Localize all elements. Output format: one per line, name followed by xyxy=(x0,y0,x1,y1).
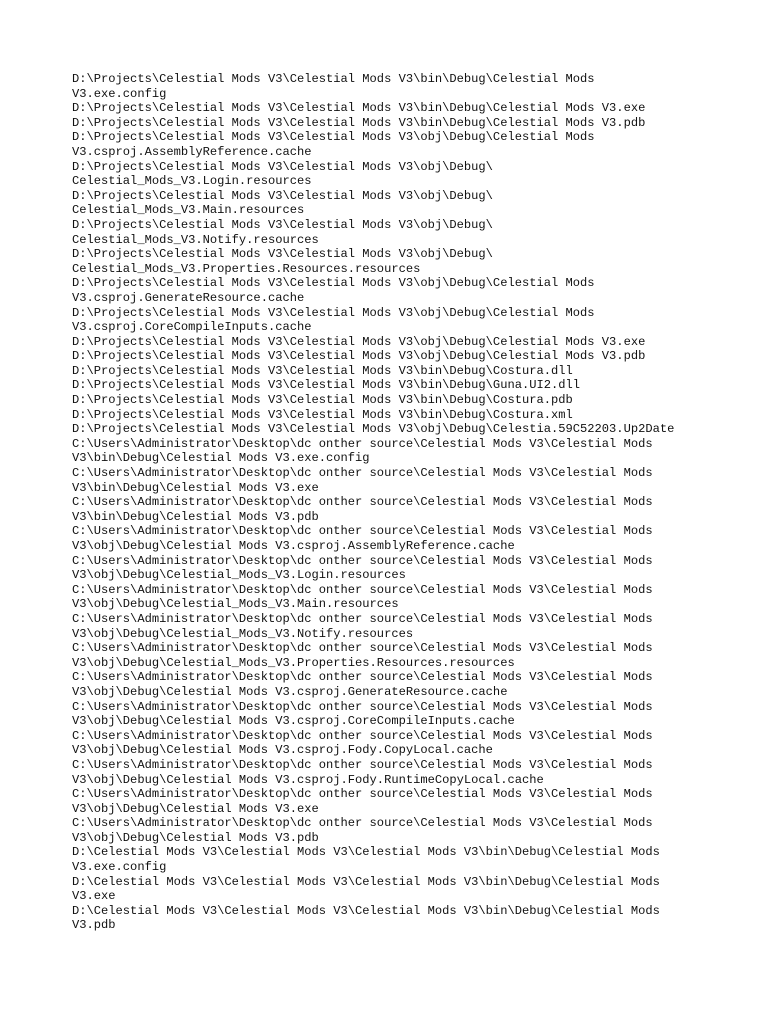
file-path-line: D:\Projects\Celestial Mods V3\Celestial Mods V3\bin\Debug\Costura.pdb xyxy=(72,393,573,408)
file-path-line: Celestial_Mods_V3.Main.resources xyxy=(72,203,305,218)
file-path-line: C:\Users\Administrator\Desktop\dc onther source\Celestial Mods V3\Celestial Mods xyxy=(72,582,653,597)
file-path-line: C:\Users\Administrator\Desktop\dc onther source\Celestial Mods V3\Celestial Mods xyxy=(72,699,653,714)
file-path-line: V3.csproj.AssemblyReference.cache xyxy=(72,144,312,159)
file-path-line: Celestial_Mods_V3.Notify.resources xyxy=(72,232,319,247)
file-path-line: D:\Projects\Celestial Mods V3\Celestial Mods V3\obj\Debug\ xyxy=(72,247,493,262)
file-path-line: D:\Projects\Celestial Mods V3\Celestial Mods V3\obj\Debug\Celestial Mods xyxy=(72,130,595,145)
file-path-line: V3.exe.config xyxy=(72,86,167,101)
file-path-line: V3\bin\Debug\Celestial Mods V3.pdb xyxy=(72,509,319,524)
file-path-line: D:\Projects\Celestial Mods V3\Celestial Mods V3\obj\Debug\Celestial Mods V3.exe xyxy=(72,334,646,349)
file-path-line: D:\Projects\Celestial Mods V3\Celestial Mods V3\bin\Debug\Celestial Mods V3.exe xyxy=(72,101,646,116)
file-path-line: V3.pdb xyxy=(72,918,116,933)
file-path-line: C:\Users\Administrator\Desktop\dc onther source\Celestial Mods V3\Celestial Mods xyxy=(72,553,653,568)
file-path-line: D:\Projects\Celestial Mods V3\Celestial Mods V3\obj\Debug\Celestial Mods xyxy=(72,305,595,320)
file-path-line: C:\Users\Administrator\Desktop\dc onther source\Celestial Mods V3\Celestial Mods xyxy=(72,641,653,656)
file-path-line: C:\Users\Administrator\Desktop\dc onther source\Celestial Mods V3\Celestial Mods xyxy=(72,816,653,831)
file-path-line: C:\Users\Administrator\Desktop\dc onther source\Celestial Mods V3\Celestial Mods xyxy=(72,466,653,481)
file-path-line: D:\Celestial Mods V3\Celestial Mods V3\Celestial Mods V3\bin\Debug\Celestial Mods xyxy=(72,903,660,918)
file-path-line: C:\Users\Administrator\Desktop\dc onther source\Celestial Mods V3\Celestial Mods xyxy=(72,670,653,685)
file-path-line: Celestial_Mods_V3.Properties.Resources.resources xyxy=(72,261,421,276)
file-path-line: D:\Celestial Mods V3\Celestial Mods V3\Celestial Mods V3\bin\Debug\Celestial Mods xyxy=(72,874,660,889)
file-path-line: D:\Projects\Celestial Mods V3\Celestial Mods V3\obj\Debug\Celestial Mods xyxy=(72,276,595,291)
file-path-line: V3\obj\Debug\Celestial Mods V3.pdb xyxy=(72,830,319,845)
file-path-line: C:\Users\Administrator\Desktop\dc onther source\Celestial Mods V3\Celestial Mods xyxy=(72,728,653,743)
file-path-line: D:\Celestial Mods V3\Celestial Mods V3\Celestial Mods V3\bin\Debug\Celestial Mods xyxy=(72,845,660,860)
file-path-line: V3\obj\Debug\Celestial Mods V3.csproj.GenerateResource.cache xyxy=(72,684,508,699)
file-path-line: V3\obj\Debug\Celestial_Mods_V3.Properties.Resources.resources xyxy=(72,655,515,670)
file-path-line: D:\Projects\Celestial Mods V3\Celestial Mods V3\obj\Debug\ xyxy=(72,188,493,203)
file-path-line: C:\Users\Administrator\Desktop\dc onther source\Celestial Mods V3\Celestial Mods xyxy=(72,495,653,510)
file-path-line: D:\Projects\Celestial Mods V3\Celestial Mods V3\bin\Debug\Costura.xml xyxy=(72,407,573,422)
file-path-line: V3\bin\Debug\Celestial Mods V3.exe xyxy=(72,480,319,495)
file-path-line: D:\Projects\Celestial Mods V3\Celestial Mods V3\bin\Debug\Guna.UI2.dll xyxy=(72,378,581,393)
file-path-line: V3\obj\Debug\Celestial Mods V3.csproj.AssemblyReference.cache xyxy=(72,539,515,553)
file-path-line: C:\Users\Administrator\Desktop\dc onther source\Celestial Mods V3\Celestial Mods xyxy=(72,524,653,539)
file-path-line: V3\obj\Debug\Celestial Mods V3.csproj.Fody.RuntimeCopyLocal.cache xyxy=(72,772,544,787)
file-path-line: V3\obj\Debug\Celestial Mods V3.csproj.Fody.CopyLocal.cache xyxy=(72,743,493,758)
file-path-line: V3\obj\Debug\Celestial Mods V3.csproj.CoreCompileInputs.cache xyxy=(72,714,515,729)
file-path-line: C:\Users\Administrator\Desktop\dc onther source\Celestial Mods V3\Celestial Mods xyxy=(72,787,653,802)
file-path-line: D:\Projects\Celestial Mods V3\Celestial Mods V3\obj\Debug\ xyxy=(72,159,493,174)
file-path-line: V3.csproj.CoreCompileInputs.cache xyxy=(72,320,312,335)
file-path-line: C:\Users\Administrator\Desktop\dc onther source\Celestial Mods V3\Celestial Mods xyxy=(72,436,653,451)
file-path-line: V3.exe xyxy=(72,889,116,904)
file-path-line: C:\Users\Administrator\Desktop\dc onther source\Celestial Mods V3\Celestial Mods xyxy=(72,757,653,772)
file-path-line: D:\Projects\Celestial Mods V3\Celestial Mods V3\obj\Debug\Celestial Mods V3.pdb xyxy=(72,349,646,364)
file-path-line: V3\obj\Debug\Celestial_Mods_V3.Main.resources xyxy=(72,597,399,612)
file-path-line: V3.csproj.GenerateResource.cache xyxy=(72,290,305,305)
file-path-line: D:\Projects\Celestial Mods V3\Celestial Mods V3\obj\Debug\ xyxy=(72,217,493,232)
file-path-line: D:\Projects\Celestial Mods V3\Celestial Mods V3\obj\Debug\Celestia.59C52203.Up2Date xyxy=(72,422,675,437)
file-path-line: V3.exe.config xyxy=(72,860,167,875)
file-path-line: V3\obj\Debug\Celestial_Mods_V3.Notify.resources xyxy=(72,626,414,641)
file-path-line: Celestial_Mods_V3.Login.resources xyxy=(72,174,312,189)
document-page xyxy=(72,72,712,933)
file-path-line: D:\Projects\Celestial Mods V3\Celestial Mods V3\bin\Debug\Costura.dll xyxy=(72,363,573,378)
file-path-list xyxy=(72,72,712,933)
file-path-line: V3\obj\Debug\Celestial_Mods_V3.Login.resources xyxy=(72,568,406,583)
file-path-line: V3\obj\Debug\Celestial Mods V3.exe xyxy=(72,801,319,816)
file-path-line: D:\Projects\Celestial Mods V3\Celestial Mods V3\bin\Debug\Celestial Mods V3.pdb xyxy=(72,115,646,130)
file-path-line: C:\Users\Administrator\Desktop\dc onther source\Celestial Mods V3\Celestial Mods xyxy=(72,611,653,626)
file-path-line: D:\Projects\Celestial Mods V3\Celestial Mods V3\bin\Debug\Celestial Mods xyxy=(72,72,595,86)
file-path-line: V3\bin\Debug\Celestial Mods V3.exe.config xyxy=(72,451,370,466)
